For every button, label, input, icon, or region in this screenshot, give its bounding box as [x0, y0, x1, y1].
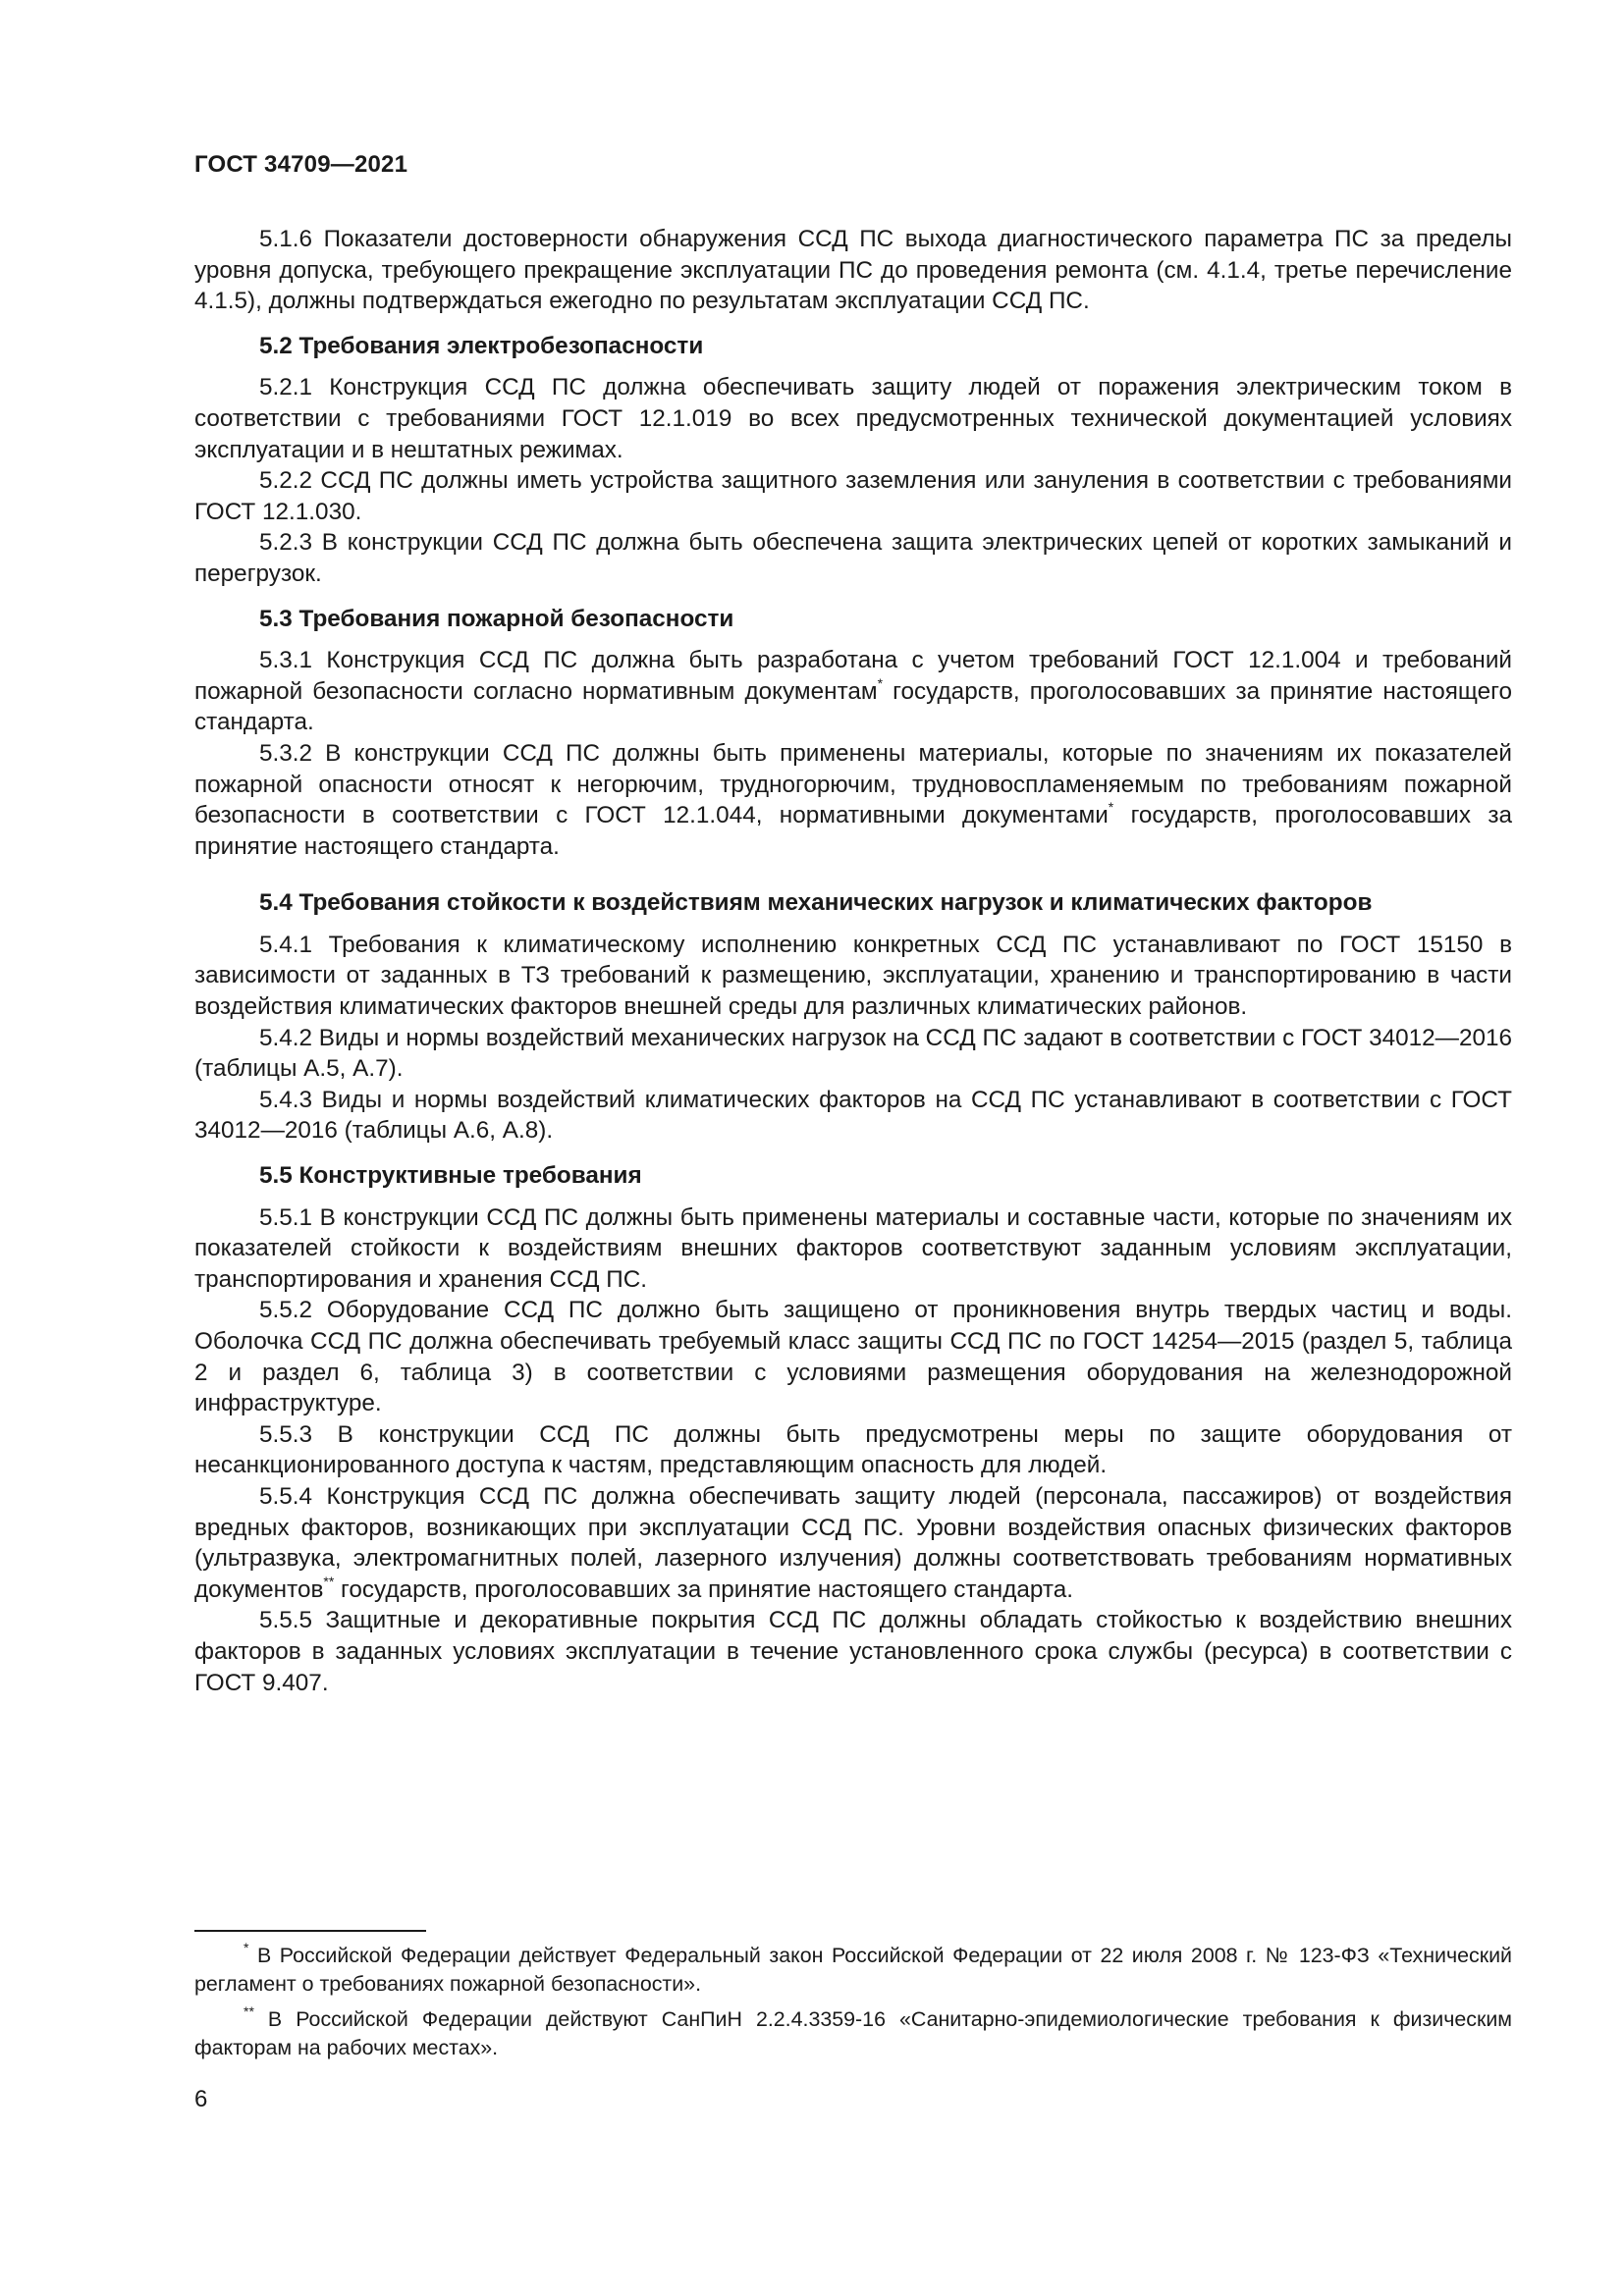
- paragraph-5-3-1: [194, 645, 1512, 738]
- section-heading-5-4: 5.4 Требования стойкости к воздействиям механических нагрузок и климатических факторов: [259, 889, 1373, 917]
- paragraph-5-5-4-text-end: государств, проголосовавших за принятие настоящего стандарта.: [334, 1575, 1074, 1603]
- footnote-ref-2: **: [323, 1573, 335, 1589]
- footnote-mark-1: *: [244, 1939, 249, 1955]
- footnote-2-text: В Российской Федерации действуют СанПиН 2.2.4.3359-16 «Санитарно-эпидемиологические требования к физическим факторам на рабочих местах».: [194, 2007, 1512, 2059]
- document-page: [194, 0, 1512, 2296]
- page-number: 6: [194, 2086, 208, 2112]
- section-heading-5-2: 5.2 Требования электробезопасности: [259, 332, 704, 359]
- section-heading-5-5: 5.5 Конструктивные требования: [259, 1162, 642, 1190]
- paragraph-5-3-1-text-end: государств, проголосовавших за принятие настоящего стандарта.: [194, 677, 1512, 736]
- paragraph-5-5-3: 5.5.3 В конструкции ССД ПС должны быть предусмотрены меры по защите оборудования от несанкционированного доступа к частям, представляющим опасность для людей.: [194, 1420, 1512, 1479]
- footnote-ref-1: *: [877, 674, 884, 691]
- paragraph-5-4-2: 5.4.2 Виды и нормы воздействий механических нагрузок на ССД ПС задают в соответствии с ГОСТ 34012—2016 (таблицы А.5, А.7).: [194, 1024, 1512, 1083]
- page-content: [194, 224, 1512, 1698]
- paragraph-5-5-4-text: 5.5.4 Конструкция ССД ПС должна обеспечивать защиту людей (персонала, пассажиров) от воздействия вредных факторов, возникающих при эксплуатации ССД ПС. Уровни воздействия опасных физических факторов (ультразвука, электромагнитных полей, лазерного излучения) должны соответствовать требованиям нормативных документов: [194, 1482, 1512, 1603]
- running-title: ГОСТ 34709—2021: [194, 151, 408, 178]
- paragraph-5-5-4: [194, 1481, 1512, 1605]
- paragraph-5-3-2-text: 5.3.2 В конструкции ССД ПС должны быть применены материалы, которые по значениям их показателей пожарной опасности относят к негорючим, трудногорючим, трудновоспламеняемым по требованиям пожарной безопасности в соответствии с ГОСТ 12.1.044, нормативными документами: [194, 739, 1512, 829]
- footnotes: [194, 1930, 1512, 2069]
- paragraph-5-4-3: 5.4.3 Виды и нормы воздействий климатических факторов на ССД ПС устанавливают в соответствии с ГОСТ 34012—2016 (таблицы А.6, А.8).: [194, 1086, 1512, 1145]
- paragraph-5-3-2: [194, 738, 1512, 862]
- footnote-1-text: В Российской Федерации действует Федеральный закон Российской Федерации от 22 июля 2008 г. № 123-ФЗ «Технический регламент о требованиях пожарной безопасности».: [194, 1944, 1512, 1996]
- footnote-separator: [194, 1930, 426, 1932]
- paragraph-5-4-1: 5.4.1 Требования к климатическому исполнению конкретных ССД ПС устанавливают по ГОСТ 15150 в зависимости от заданных в ТЗ требований к размещению, эксплуатации, хранению и транспортированию в части воздействия климатических факторов внешней среды для различных климатических районов.: [194, 931, 1512, 1021]
- section-heading-5-3: 5.3 Требования пожарной безопасности: [259, 605, 734, 632]
- paragraph-5-5-2: 5.5.2 Оборудование ССД ПС должно быть защищено от проникновения внутрь твердых частиц и воды. Оболочка ССД ПС должна обеспечивать требуемый класс защиты ССД ПС по ГОСТ 14254—2015 (раздел 5, таблица 2 и раздел 6, таблица 3) в соответствии с условиями размещения оборудования на железнодорожной инфраструктуре.: [194, 1297, 1512, 1417]
- footnote-ref-1b: *: [1108, 799, 1114, 815]
- paragraph-5-2-3: 5.2.3 В конструкции ССД ПС должна быть обеспечена защита электрических цепей от коротких замыканий и перегрузок.: [194, 529, 1512, 587]
- footnote-2: [194, 2005, 1512, 2061]
- paragraph-5-3-2-text-end: государств, проголосовавших за принятие настоящего стандарта.: [194, 802, 1513, 860]
- footnote-1: [194, 1939, 1512, 1998]
- paragraph-5-2-1: 5.2.1 Конструкция ССД ПС должна обеспечивать защиту людей от поражения электрическим током в соответствии с требованиями ГОСТ 12.1.019 во всех предусмотренных технической документацией условиях эксплуатации и в нештатных режимах.: [194, 374, 1512, 463]
- paragraph-5-1-6: 5.1.6 Показатели достоверности обнаружения ССД ПС выхода диагностического параметра ПС за пределы уровня допуска, требующего прекращение эксплуатации ПС до проведения ремонта (см. 4.1.4, третье перечисление 4.1.5), должны подтверждаться ежегодно по результатам эксплуатации ССД ПС.: [194, 226, 1512, 315]
- footnote-mark-2: **: [244, 2003, 254, 2020]
- paragraph-5-3-1-text: 5.3.1 Конструкция ССД ПС должна быть разработана с учетом требований ГОСТ 12.1.004 и требований пожарной безопасности согласно нормативным документам: [194, 647, 1512, 705]
- paragraph-5-5-5: 5.5.5 Защитные и декоративные покрытия ССД ПС должны обладать стойкостью к воздействию внешних факторов в заданных условиях эксплуатации в течение установленного срока службы (ресурса) в соответствии с ГОСТ 9.407.: [194, 1607, 1512, 1696]
- paragraph-5-5-1: 5.5.1 В конструкции ССД ПС должны быть применены материалы и составные части, которые по значениям их показателей стойкости к воздействиям внешних факторов соответствуют заданным условиям эксплуатации, транспортирования и хранения ССД ПС.: [194, 1203, 1512, 1293]
- paragraph-5-2-2: 5.2.2 ССД ПС должны иметь устройства защитного заземления или зануления в соответствии с требованиями ГОСТ 12.1.030.: [194, 467, 1512, 525]
